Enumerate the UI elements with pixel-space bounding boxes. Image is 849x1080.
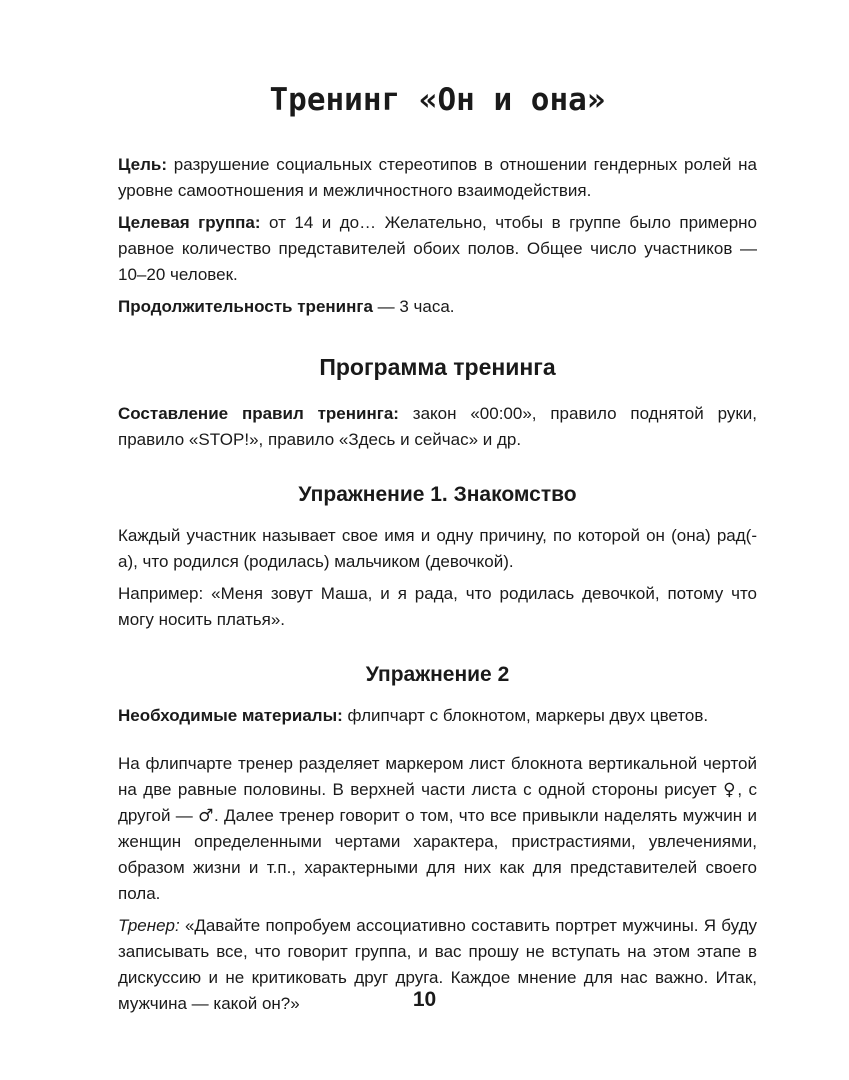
exercise1-paragraph-2: Например: «Меня зовут Маша, и я рада, что родилась девочкой, потому что могу носить платья». [118, 584, 757, 629]
rules-text: закон «00:00», правило поднятой руки, правило «STOP!», правило «Здесь и сейчас» и др. [118, 404, 758, 449]
rules-paragraph [118, 401, 757, 453]
target-group-label: Целевая группа: [118, 213, 261, 232]
exercise2-materials-paragraph [118, 703, 757, 729]
page-number: 10 [412, 988, 437, 1011]
exercise1-paragraph-1: Каждый участник называет свое имя и одну причину, по которой он (она) рад(-а), что родился (родилась) мальчиком (девочкой). [118, 526, 757, 571]
program-heading: Программа тренинга [319, 354, 556, 380]
page-title: Тренинг «Он и она» [269, 82, 606, 118]
goal-paragraph [118, 152, 757, 204]
duration-label: Продолжительность тренинга [118, 297, 373, 316]
duration-text: — 3 часа. [372, 297, 455, 316]
exercise2-heading: Упражнение 2 [365, 663, 510, 686]
target-group-text: от 14 и до… Желательно, чтобы в группе было примерно равное количество представителей обоих полов. Общее число участников — 10–20 человек. [118, 213, 758, 284]
page-content [118, 82, 757, 1017]
paragraph-gap [118, 729, 757, 751]
rules-label: Составление правил тренинга: [118, 404, 399, 423]
exercise1-heading: Упражнение 1. Знакомство [298, 483, 577, 506]
trainer-label: Тренер: [118, 916, 180, 935]
materials-label: Необходимые материалы: [118, 706, 343, 725]
goal-label: Цель: [118, 155, 167, 174]
target-group-paragraph [118, 210, 757, 288]
exercise2-text-part1: На флипчарте тренер разделяет маркером лист блокнота вертикальной чертой на две равные половины. В верхней части листа с одной стороны рисует [118, 754, 757, 799]
exercise2-text-part3: . Далее тренер говорит о том, что все привыкли наделять мужчин и женщин определенными чертами характера, пристрастиями, увлечениями, образом жизни и т.п., характерными для них как для представителей своего пола. [118, 806, 757, 903]
goal-text: разрушение социальных стереотипов в отношении гендерных ролей на уровне самоотношения и межличностного взаимодействия. [118, 155, 757, 200]
duration-paragraph [118, 294, 757, 320]
male-symbol-icon: ♂ [198, 806, 214, 826]
exercise2-paragraph-1 [118, 751, 757, 907]
exercise2-text-part2: , с другой — [118, 780, 757, 825]
materials-text: флипчарт с блокнотом, маркеры двух цветов. [342, 706, 709, 725]
female-symbol-icon: ♀ [723, 780, 738, 800]
trainer-text: «Давайте попробуем ассоциативно составить портрет мужчины. Я буду записывать все, что говорит группа, и вас прошу не вступать на этом этапе в дискуссию и не критиковать друг друга. Каждое мнение для нас важно. Итак, мужчина — какой он?» [118, 916, 757, 1013]
